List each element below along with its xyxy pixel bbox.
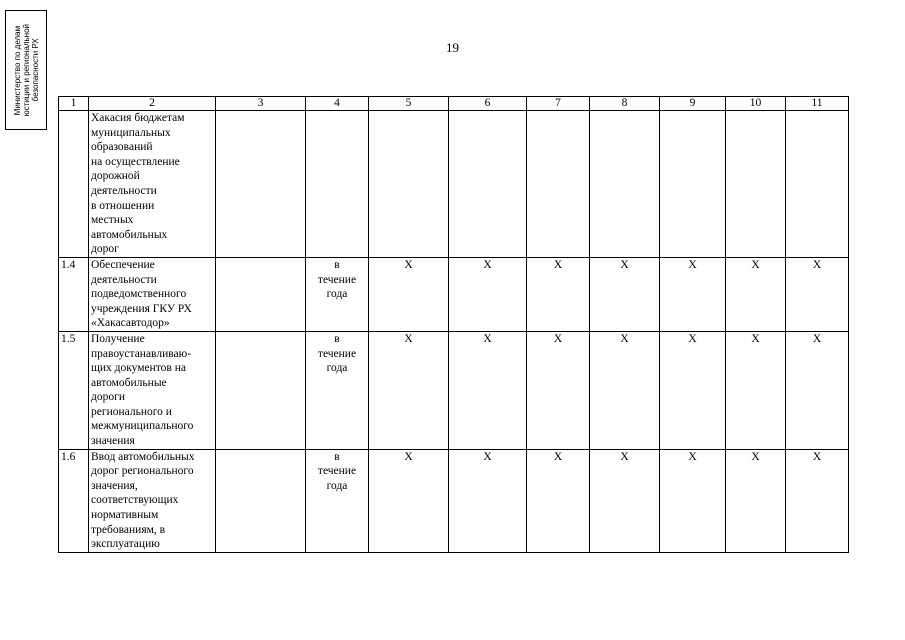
empty-cell: [527, 111, 590, 258]
description-line: нормативным: [91, 509, 159, 522]
description-line: на осуществление: [91, 155, 180, 168]
description-line: дорог: [91, 243, 119, 256]
term-line: года: [326, 362, 348, 375]
term-line: течение: [317, 465, 357, 478]
description-line: дорожной: [91, 170, 140, 183]
term-line: в: [334, 332, 340, 345]
mark-cell: Х: [527, 331, 590, 449]
mark-cell: Х: [786, 257, 849, 331]
description-line: «Хакасавтодор»: [91, 317, 170, 330]
empty-cell: [306, 111, 369, 258]
header-row: [59, 97, 849, 111]
term-line: течение: [317, 347, 357, 360]
term-cell: [306, 331, 369, 449]
description-line: эксплуатацию: [91, 538, 160, 551]
description-line: Ввод автомобильных: [91, 450, 195, 463]
description-line: автомобильные: [91, 376, 167, 389]
description-line: дороги: [91, 391, 125, 404]
registration-stamp: [5, 10, 47, 130]
empty-cell: [726, 111, 786, 258]
description-line: учреждения ГКУ РХ: [91, 302, 192, 315]
mark-cell: Х: [786, 449, 849, 552]
mark-cell: Х: [660, 331, 726, 449]
mark-cell: Х: [660, 449, 726, 552]
description-line: щих документов на: [91, 362, 186, 375]
table-row: [59, 331, 849, 449]
column-header: 4: [306, 97, 369, 111]
term-line: в: [334, 450, 340, 463]
description-cell: [89, 449, 216, 552]
mark-cell: Х: [590, 449, 660, 552]
description-line: регионального и: [91, 405, 172, 418]
description-line: деятельности: [91, 184, 157, 197]
stamp-line: Министерство по делам: [12, 25, 22, 115]
column-header: 8: [590, 97, 660, 111]
column-header: 3: [216, 97, 306, 111]
mark-cell: Х: [726, 331, 786, 449]
term-line: течение: [317, 273, 357, 286]
mark-cell: Х: [726, 449, 786, 552]
description-line: правоустанавливаю-: [91, 347, 192, 360]
description-line: подведомственного: [91, 288, 187, 301]
description-line: значения: [91, 435, 135, 448]
plan-table: [58, 96, 849, 553]
row-number-cell: 1.6: [59, 449, 89, 552]
mark-cell: Х: [726, 257, 786, 331]
description-line: Обеспечение: [91, 258, 155, 271]
empty-cell: [216, 449, 306, 552]
column-header: 1: [59, 97, 89, 111]
description-cell: [89, 257, 216, 331]
row-number-cell: 1.5: [59, 331, 89, 449]
description-line: местных: [91, 214, 134, 227]
mark-cell: Х: [590, 257, 660, 331]
mark-cell: Х: [786, 331, 849, 449]
description-cell: [89, 331, 216, 449]
description-line: соответствующих: [91, 494, 179, 507]
description-cell: [89, 111, 216, 258]
column-header: 2: [89, 97, 216, 111]
stamp-text: [13, 24, 40, 116]
empty-cell: [449, 111, 527, 258]
mark-cell: Х: [369, 257, 449, 331]
description-line: требованиям, в: [91, 523, 166, 536]
empty-cell: [216, 331, 306, 449]
column-header: 9: [660, 97, 726, 111]
row-number-cell: [59, 111, 89, 258]
description-line: деятельности: [91, 273, 157, 286]
description-line: муниципальных: [91, 126, 171, 139]
table-row-continuation: [59, 111, 849, 258]
column-header: 11: [786, 97, 849, 111]
row-number-cell: 1.4: [59, 257, 89, 331]
description-line: Хакасия бюджетам: [91, 112, 185, 124]
column-header: 10: [726, 97, 786, 111]
description-line: в отношении: [91, 199, 155, 212]
empty-cell: [216, 111, 306, 258]
term-line: года: [326, 288, 348, 301]
table-row: [59, 449, 849, 552]
mark-cell: Х: [527, 257, 590, 331]
mark-cell: Х: [369, 331, 449, 449]
empty-cell: [590, 111, 660, 258]
mark-cell: Х: [449, 331, 527, 449]
stamp-line: безопасности РХ: [30, 38, 40, 102]
empty-cell: [216, 257, 306, 331]
empty-cell: [369, 111, 449, 258]
mark-cell: Х: [449, 257, 527, 331]
mark-cell: Х: [449, 449, 527, 552]
column-header: 5: [369, 97, 449, 111]
stamp-line: юстиции и региональной: [21, 23, 31, 117]
page-number: 19: [446, 40, 459, 55]
term-line: в: [334, 258, 340, 271]
mark-cell: Х: [527, 449, 590, 552]
description-line: образований: [91, 141, 153, 154]
mark-cell: Х: [660, 257, 726, 331]
description-line: Получение: [91, 332, 145, 345]
mark-cell: Х: [590, 331, 660, 449]
description-line: дорог регионального: [91, 465, 194, 478]
table-row: [59, 257, 849, 331]
term-cell: [306, 449, 369, 552]
column-header: 7: [527, 97, 590, 111]
empty-cell: [660, 111, 726, 258]
description-line: межмуниципального: [91, 420, 194, 433]
description-line: автомобильных: [91, 228, 168, 241]
column-header: 6: [449, 97, 527, 111]
term-cell: [306, 257, 369, 331]
empty-cell: [786, 111, 849, 258]
term-line: года: [326, 479, 348, 492]
description-line: значения,: [91, 479, 138, 492]
mark-cell: Х: [369, 449, 449, 552]
